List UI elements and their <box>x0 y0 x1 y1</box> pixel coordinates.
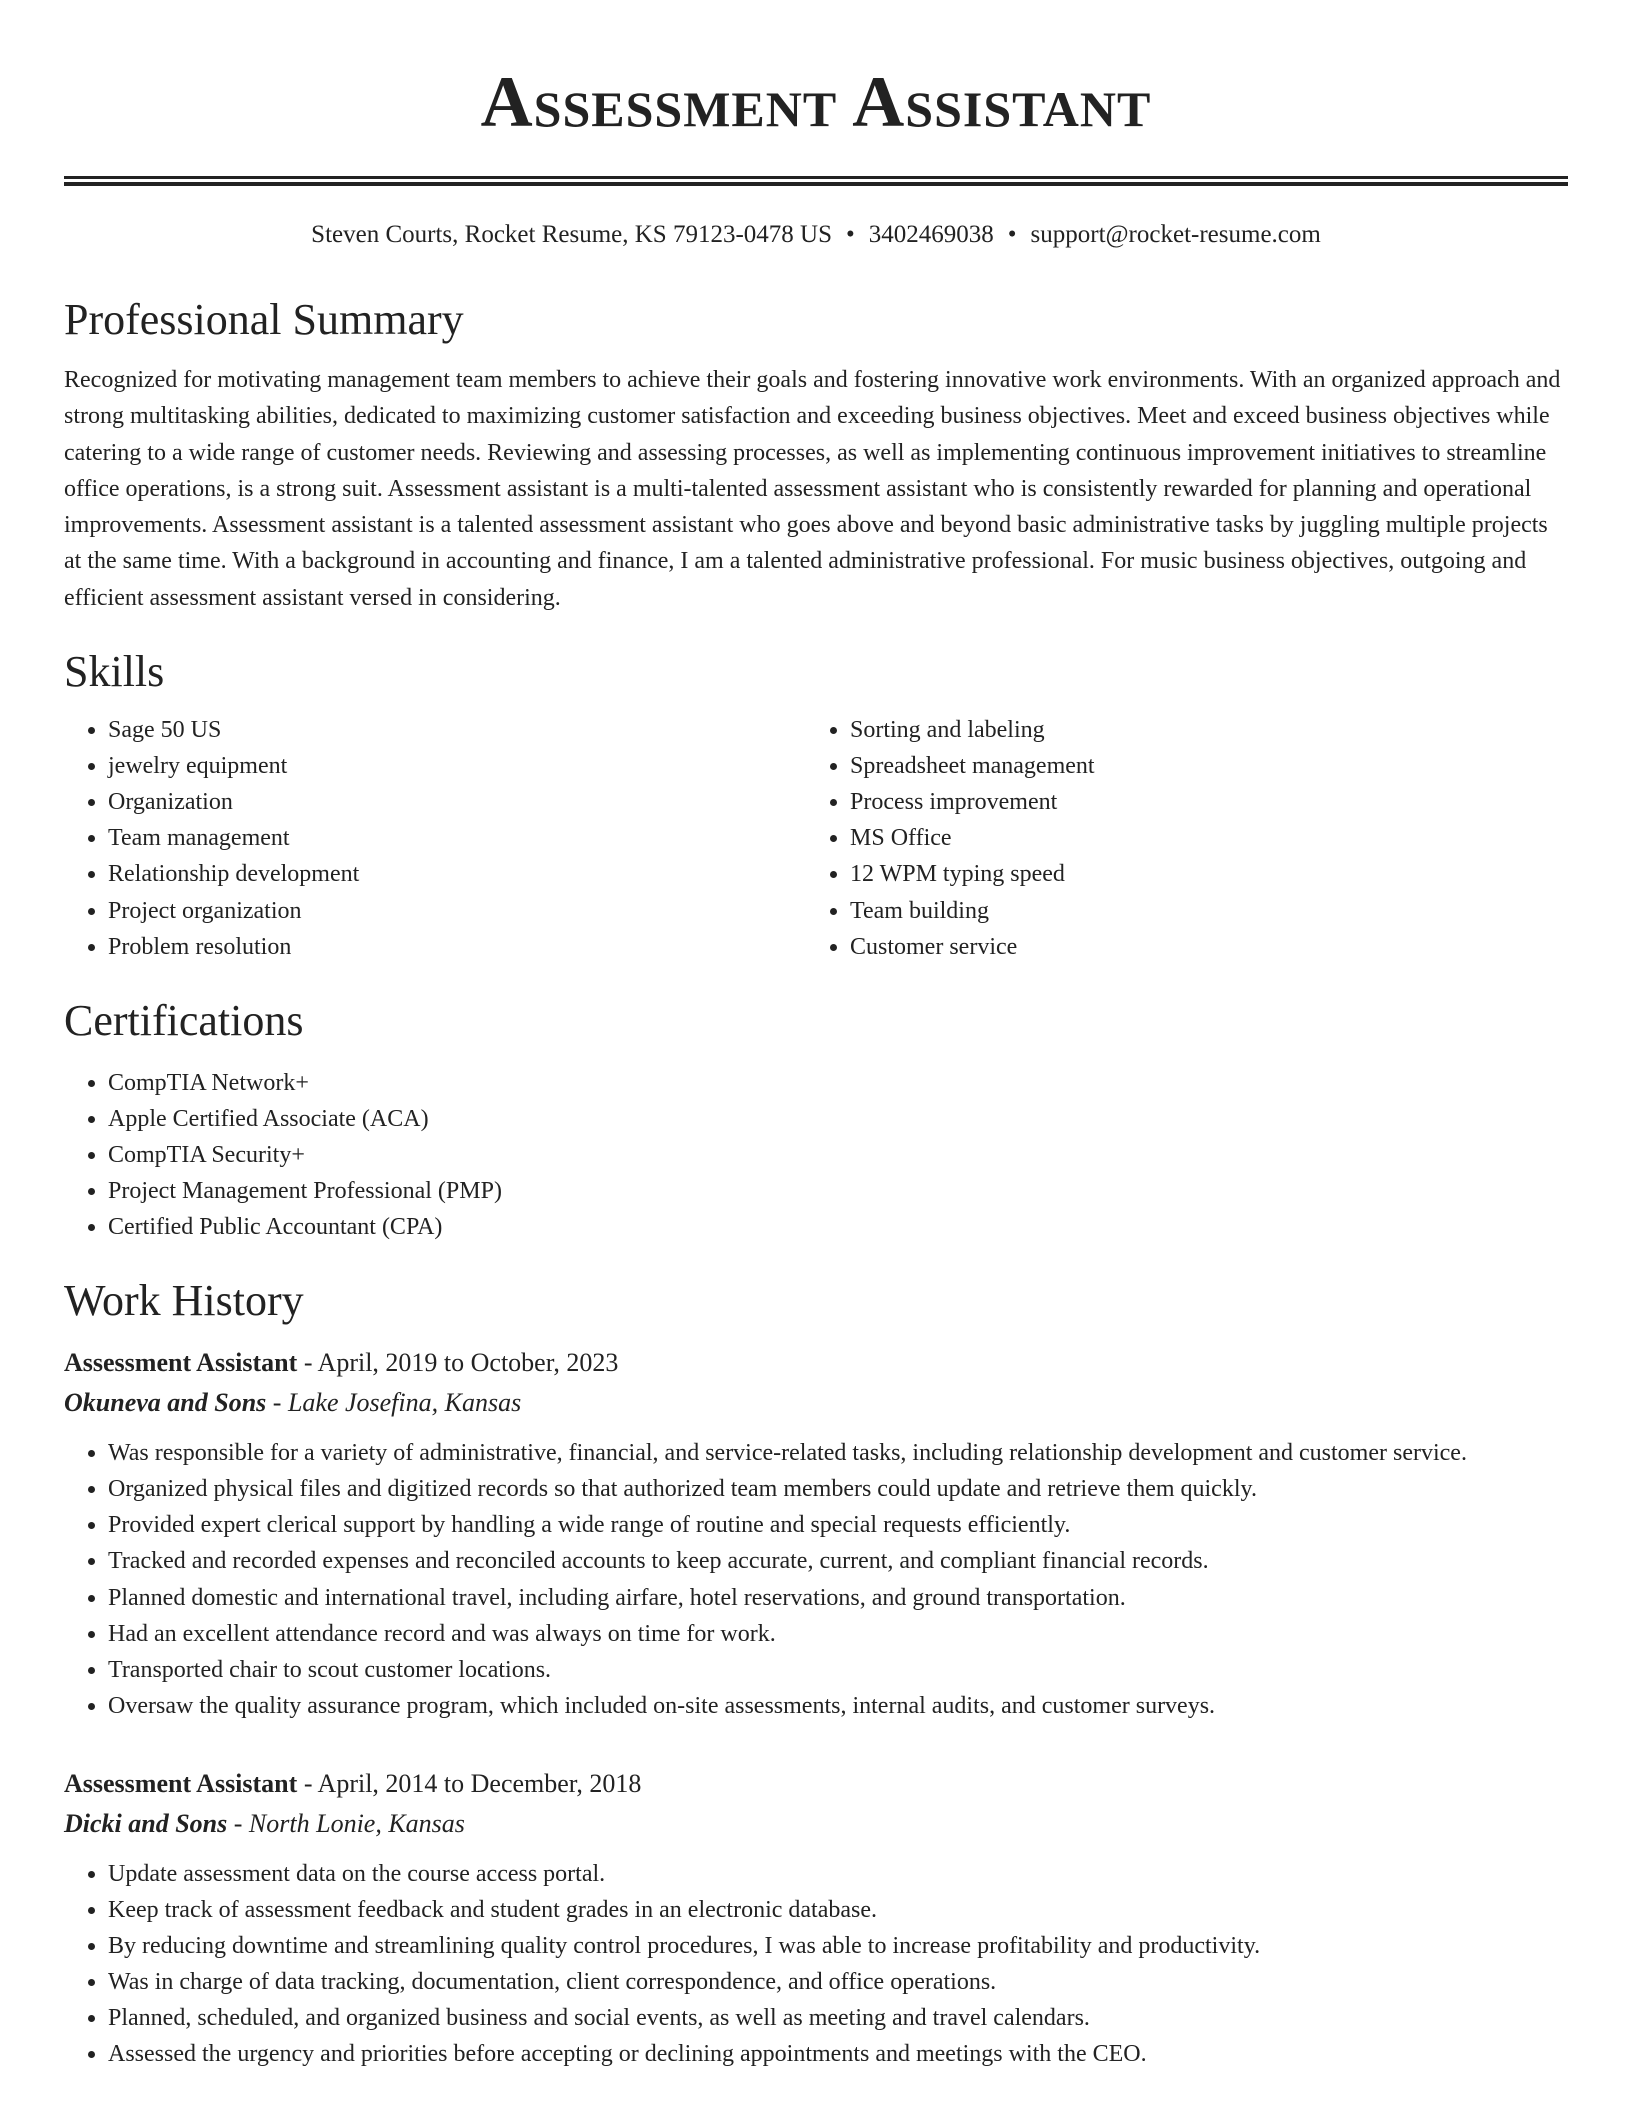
skill-item: • Organization <box>108 784 806 820</box>
job-duty-item: • By reducing downtime and streamlining quality control procedures, I was able to increase profitability and productivity. <box>108 1928 1568 1964</box>
job-duty-item: • Organized physical files and digitized records so that authorized team members could update and retrieve them quickly. <box>108 1471 1568 1507</box>
certification-item: • CompTIA Network+ <box>108 1065 1568 1101</box>
certification-item: • Apple Certified Associate (ACA) <box>108 1101 1568 1137</box>
summary-text: Recognized for motivating management team members to achieve their goals and fostering innovative work environments. With an organized approach and strong multitasking abilities, dedicated to maximizing customer satisfaction and exceeding business objectives. Meet and exceed business objectives while catering to a wide range of customer needs. Reviewing and assessing processes, as well as implementing continuous improvement initiatives to streamline office operations, is a strong suit. Assessment assistant is a multi-talented assessment assistant who is consistently rewarded for planning and operational improvements. Assessment assistant is a talented assessment assistant who goes above and beyond basic administrative tasks by juggling multiple projects at the same time. With a background in accounting and finance, I am a talented administrative professional. For music business objectives, outgoing and efficient assessment assistant versed in considering. <box>64 367 1561 611</box>
skill-item: • Team building <box>850 893 1548 929</box>
job-duties-list <box>64 1435 1568 1724</box>
skills-column-left <box>64 712 806 965</box>
skill-item: • Problem resolution <box>108 929 806 965</box>
job-duty-item: • Planned, scheduled, and organized business and social events, as well as meeting and travel calendars. <box>108 2000 1568 2036</box>
job-duty-item: • Planned domestic and international travel, including airfare, hotel reservations, and ground transportation. <box>108 1580 1568 1616</box>
summary-heading: Professional Summary <box>64 295 464 344</box>
job-company-line <box>64 1804 1568 1844</box>
job-company: Okuneva and Sons <box>64 1388 267 1418</box>
skills-column-right <box>806 712 1548 965</box>
job-duty-item: • Had an excellent attendance record and was always on time for work. <box>108 1616 1568 1652</box>
contact-separator: • <box>846 221 855 248</box>
job-duty-item: • Was in charge of data tracking, documentation, client correspondence, and office operations. <box>108 1964 1568 2000</box>
job-dates: - April, 2019 to October, 2023 <box>297 1348 619 1378</box>
skill-item: • Relationship development <box>108 856 806 892</box>
skills-grid <box>64 712 1568 965</box>
job-duty-item: • Provided expert clerical support by handling a wide range of routine and special requests efficiently. <box>108 1507 1568 1543</box>
skill-item: • MS Office <box>850 820 1548 856</box>
resume-title: Assessment Assistant <box>480 62 1152 142</box>
certification-item: • Project Management Professional (PMP) <box>108 1173 1568 1209</box>
job-duty-item: • Tracked and recorded expenses and reconciled accounts to keep accurate, current, and compliant financial records. <box>108 1543 1568 1579</box>
title-double-rule <box>64 176 1568 186</box>
job-location: - Lake Josefina, Kansas <box>266 1388 522 1418</box>
skill-item: • Spreadsheet management <box>850 748 1548 784</box>
job-duty-item: • Keep track of assessment feedback and student grades in an electronic database. <box>108 1892 1568 1928</box>
job-duties-list <box>64 1856 1568 2073</box>
job-company: Dicki and Sons <box>64 1808 228 1838</box>
job-duty-item: • Was responsible for a variety of administrative, financial, and service-related tasks, including relationship development and customer service. <box>108 1435 1568 1471</box>
job-entry <box>64 1343 1568 1724</box>
job-entry <box>64 1764 1568 2073</box>
contact-line <box>64 218 1568 252</box>
contact-separator: • <box>1007 221 1017 248</box>
certification-item: • Certified Public Accountant (CPA) <box>108 1209 1568 1245</box>
skill-item: • Project organization <box>108 893 806 929</box>
skill-item: • Team management <box>108 820 806 856</box>
skill-item: • Process improvement <box>850 784 1548 820</box>
job-company-line <box>64 1383 1568 1423</box>
skill-item: • Sorting and labeling <box>850 712 1548 748</box>
contact-phone: 3402469038 <box>868 221 994 248</box>
job-dates: - April, 2014 to December, 2018 <box>297 1768 642 1798</box>
job-title: Assessment Assistant <box>64 1768 298 1798</box>
contact-address: Steven Courts, Rocket Resume, KS 79123-0478 US <box>311 221 832 248</box>
job-duty-item: • Transported chair to scout customer locations. <box>108 1652 1568 1688</box>
certifications-heading: Certifications <box>64 995 304 1045</box>
certification-item: • CompTIA Security+ <box>108 1137 1568 1173</box>
skill-item: • jewelry equipment <box>108 748 806 784</box>
job-duty-item: • Oversaw the quality assurance program, which included on-site assessments, internal audits, and customer surveys. <box>108 1688 1568 1724</box>
skill-item: • Sage 50 US <box>108 712 806 748</box>
contact-email: support@rocket-resume.com <box>1030 221 1321 248</box>
skills-heading: Skills <box>64 647 165 697</box>
job-title-line <box>64 1343 1568 1383</box>
job-duty-item: • Update assessment data on the course access portal. <box>108 1856 1568 1892</box>
certifications-list <box>64 1065 1568 1245</box>
job-duty-item: • Assessed the urgency and priorities before accepting or declining appointments and meetings with the CEO. <box>108 2036 1568 2072</box>
job-title-line <box>64 1764 1568 1804</box>
job-title: Assessment Assistant <box>64 1348 298 1378</box>
work-history-heading: Work History <box>64 1276 304 1326</box>
skill-item: • Customer service <box>850 929 1548 965</box>
job-location: - North Lonie, Kansas <box>227 1808 465 1838</box>
skill-item: • 12 WPM typing speed <box>850 856 1548 892</box>
